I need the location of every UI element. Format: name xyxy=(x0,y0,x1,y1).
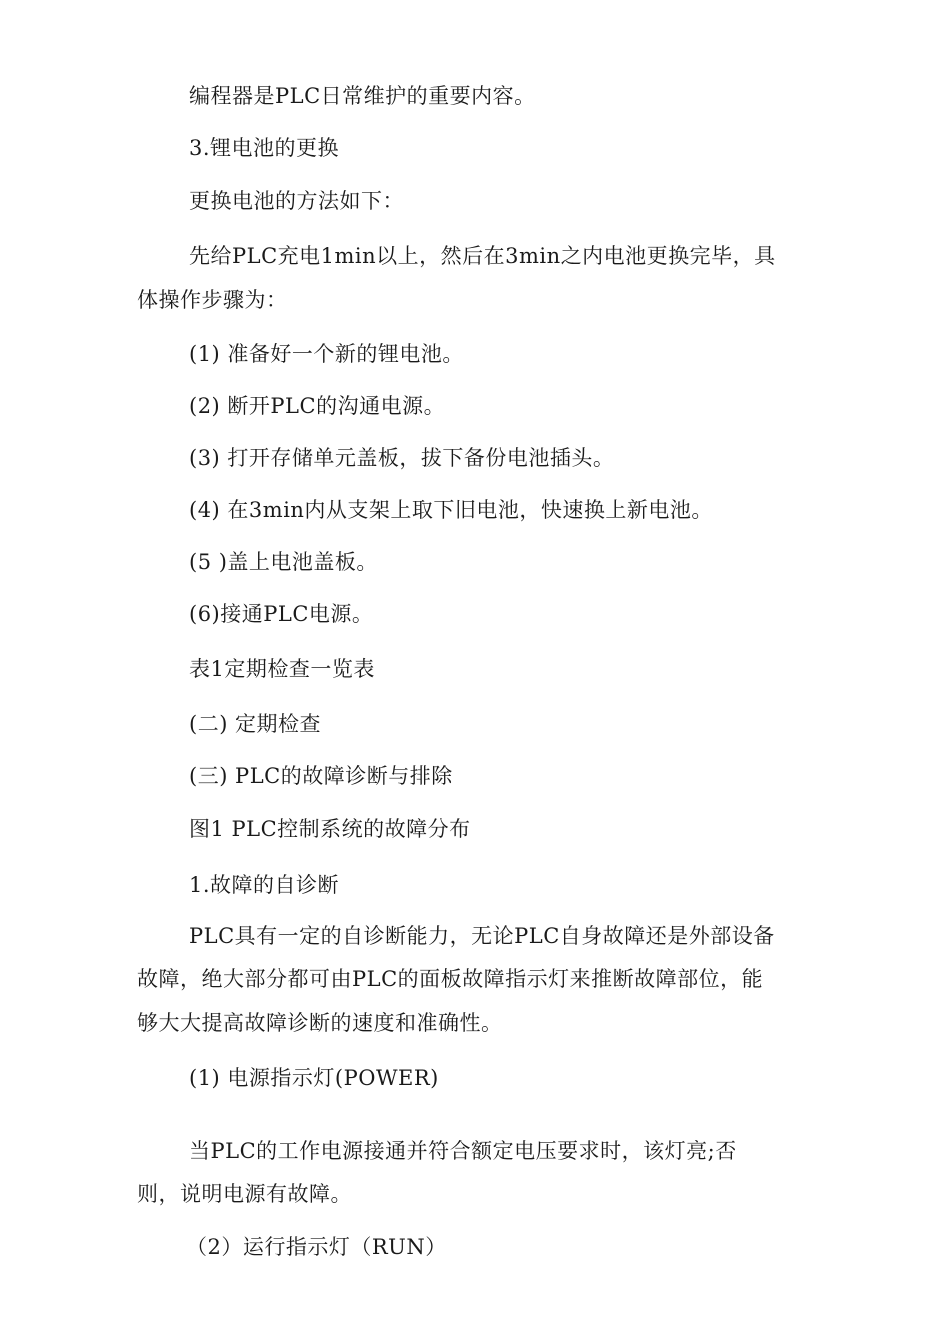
section-heading: (二) 定期检查 xyxy=(189,712,322,736)
list-item: (1) 电源指示灯(POWER) xyxy=(189,1066,439,1090)
list-item: (5 )盖上电池盖板。 xyxy=(189,550,378,574)
paragraph-line: 则，说明电源有故障。 xyxy=(137,1182,352,1206)
list-item: (2) 断开PLC的沟通电源。 xyxy=(189,394,446,418)
list-item: (4) 在3min内从支架上取下旧电池，快速换上新电池。 xyxy=(189,498,713,522)
paragraph-line: 编程器是PLC日常维护的重要内容。 xyxy=(189,84,536,108)
list-item: （2）运行指示灯（RUN） xyxy=(186,1235,447,1259)
list-item: (1) 准备好一个新的锂电池。 xyxy=(189,342,464,366)
paragraph-line: 更换电池的方法如下： xyxy=(189,189,404,213)
paragraph-line: PLC具有一定的自诊断能力，无论PLC自身故障还是外部设备 xyxy=(189,924,775,948)
section-heading: 1.故障的自诊断 xyxy=(189,873,340,897)
section-heading: 3.锂电池的更换 xyxy=(189,136,340,160)
paragraph-line: 够大大提高故障诊断的速度和准确性。 xyxy=(137,1011,503,1035)
figure-caption: 图1 PLC控制系统的故障分布 xyxy=(189,817,471,841)
table-caption: 表1定期检查一览表 xyxy=(189,657,375,681)
paragraph-line: 先给PLC充电1min以上，然后在3min之内电池更换完毕，具 xyxy=(189,244,776,268)
paragraph-line: 故障，绝大部分都可由PLC的面板故障指示灯来推断故障部位，能 xyxy=(137,967,764,991)
paragraph-line: 体操作步骤为： xyxy=(137,288,288,312)
section-heading: (三) PLC的故障诊断与排除 xyxy=(189,764,453,788)
paragraph-line: 当PLC的工作电源接通并符合额定电压要求时，该灯亮;否 xyxy=(189,1139,737,1163)
list-item: (6)接通PLC电源。 xyxy=(189,602,374,626)
list-item: (3) 打开存储单元盖板，拔下备份电池插头。 xyxy=(189,446,615,470)
